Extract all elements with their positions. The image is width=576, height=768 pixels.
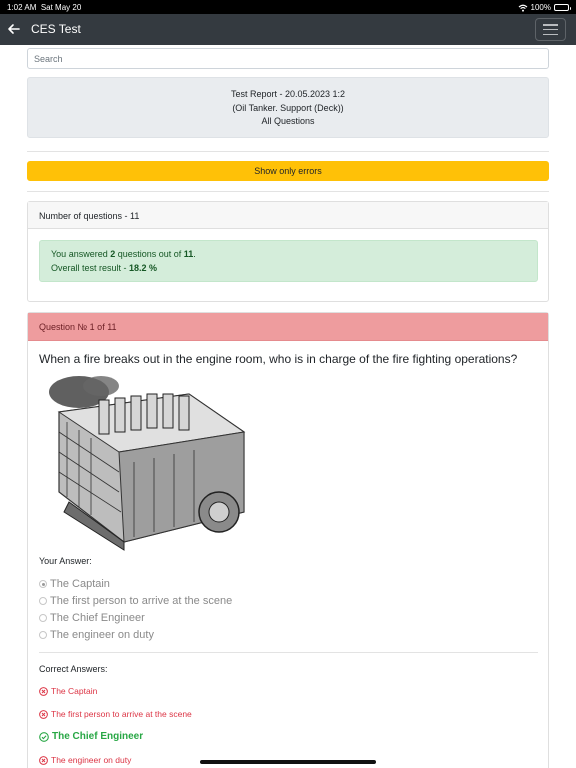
- back-arrow-icon[interactable]: [6, 20, 22, 38]
- menu-icon-bar: [543, 29, 558, 31]
- option-label: The Captain: [50, 578, 110, 590]
- report-title: Test Report - 20.05.2023 1:2: [230, 89, 346, 99]
- status-time: [7, 3, 81, 12]
- menu-button[interactable]: [535, 18, 566, 41]
- answered-count: 2: [110, 249, 116, 259]
- answer-option[interactable]: [39, 629, 154, 641]
- answer-result-label: The engineer on duty: [51, 755, 132, 765]
- answer-result-label: The Chief Engineer: [52, 731, 144, 742]
- answer-result-item: [39, 709, 192, 719]
- option-label: The first person to arrive at the scene: [50, 595, 233, 607]
- answered-prefix: You answered: [51, 249, 111, 259]
- divider: [27, 191, 549, 192]
- report-subtitle: (Oil Tanker. Support (Deck)): [232, 102, 344, 113]
- status-bar: [0, 0, 576, 14]
- answer-result-item: [39, 731, 143, 742]
- answer-option[interactable]: [39, 578, 110, 590]
- correct-answers-label: Correct Answers:: [39, 664, 108, 674]
- answer-option[interactable]: [39, 612, 145, 624]
- wrong-circle-x-icon: [39, 756, 48, 765]
- result-prefix: Overall test result -: [51, 262, 130, 273]
- page-title: CES Test: [31, 22, 81, 36]
- question-text: When a fire breaks out in the engine room, who is in charge of the fire fighting operations?: [39, 352, 518, 366]
- your-answer-label: Your Answer:: [39, 556, 92, 566]
- wifi-icon: [518, 4, 528, 12]
- status-time-text: 1:02 AM: [7, 3, 37, 12]
- answer-result-label: The first person to arrive at the scene: [51, 709, 192, 719]
- radio-icon[interactable]: [39, 597, 47, 605]
- divider: [39, 652, 538, 653]
- radio-icon[interactable]: [39, 614, 47, 622]
- radio-selected-icon[interactable]: [39, 580, 47, 588]
- summary-header: Number of questions - 11: [28, 202, 548, 229]
- status-right: [518, 3, 569, 12]
- answer-option[interactable]: [39, 595, 232, 607]
- engine-illustration: [39, 372, 251, 553]
- search-input[interactable]: [27, 48, 549, 69]
- result-value: 18.2 %: [129, 262, 158, 273]
- answer-result-item: [39, 755, 131, 765]
- answered-suffix: .: [193, 249, 196, 259]
- show-only-errors-button[interactable]: Show only errors: [27, 161, 549, 181]
- summary-card: [27, 201, 549, 302]
- radio-icon[interactable]: [39, 631, 47, 639]
- battery-icon: [554, 4, 569, 11]
- result-line: [51, 262, 526, 276]
- answer-result-item: [39, 686, 97, 696]
- option-label: The engineer on duty: [50, 629, 154, 641]
- wrong-circle-x-icon: [39, 687, 48, 696]
- question-header: Question № 1 of 11: [28, 313, 548, 341]
- wrong-circle-x-icon: [39, 710, 48, 719]
- answered-line: [51, 248, 526, 262]
- test-report-box: [27, 77, 549, 138]
- status-date: Sat May 20: [40, 3, 82, 12]
- question-card: [27, 312, 549, 768]
- navbar: [0, 14, 576, 45]
- report-scope: All Questions: [261, 116, 315, 126]
- home-indicator[interactable]: [200, 760, 376, 764]
- answered-middle: questions out of: [115, 249, 184, 259]
- battery-percent: 100%: [530, 3, 551, 12]
- option-label: The Chief Engineer: [50, 612, 145, 624]
- answer-result-label: The Captain: [51, 686, 98, 696]
- menu-icon-bar: [543, 24, 558, 26]
- result-alert: [39, 240, 538, 282]
- total-count: 11: [183, 249, 194, 259]
- correct-circle-check-icon: [39, 732, 49, 742]
- divider: [27, 151, 549, 152]
- menu-icon-bar: [543, 34, 558, 36]
